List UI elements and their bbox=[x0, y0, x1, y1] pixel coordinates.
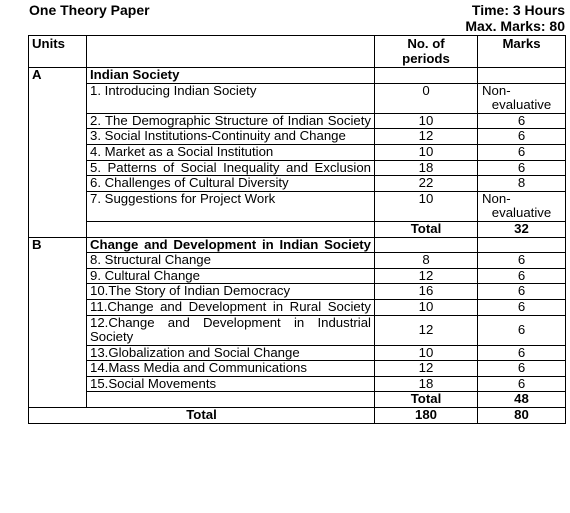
marks-cell: 6 bbox=[478, 299, 566, 315]
unit-b-total-label: Total bbox=[375, 392, 478, 408]
grand-total-row bbox=[29, 408, 566, 424]
marks-cell: 6 bbox=[478, 253, 566, 269]
marks-cell: 6 bbox=[478, 160, 566, 176]
topic-cell: 9. Cultural Change bbox=[87, 268, 375, 284]
topic-cell: 5. Patterns of Social Inequality and Exclusion bbox=[87, 160, 375, 176]
unit-a-title-row bbox=[29, 68, 566, 84]
table-row bbox=[29, 345, 566, 361]
unit-a-total-marks: 32 bbox=[478, 221, 566, 237]
topic-cell: 14.Mass Media and Communications bbox=[87, 361, 375, 377]
topic-header bbox=[87, 36, 375, 68]
marks-cell: 6 bbox=[478, 376, 566, 392]
table-row bbox=[29, 144, 566, 160]
max-marks-label: Max. Marks: 80 bbox=[465, 18, 565, 34]
periods-header: No. of periods bbox=[375, 36, 478, 68]
grand-total-periods: 180 bbox=[375, 408, 478, 424]
table-row bbox=[29, 315, 566, 345]
unit-a-total-label: Total bbox=[375, 221, 478, 237]
marks-cell: 6 bbox=[478, 315, 566, 345]
topic-cell: 12.Change and Development in Industrial Society bbox=[87, 315, 375, 345]
topic-cell: 1. Introducing Indian Society bbox=[87, 83, 375, 113]
periods-cell: 10 bbox=[375, 299, 478, 315]
table-row bbox=[29, 284, 566, 300]
topic-cell: 7. Suggestions for Project Work bbox=[87, 191, 375, 221]
table-row bbox=[29, 268, 566, 284]
periods-cell: 22 bbox=[375, 176, 478, 192]
unit-b-title-row bbox=[29, 237, 566, 253]
table-row bbox=[29, 83, 566, 113]
table-row bbox=[29, 253, 566, 269]
grand-total-marks: 80 bbox=[478, 408, 566, 424]
marks-cell: 6 bbox=[478, 144, 566, 160]
periods-cell: 10 bbox=[375, 144, 478, 160]
table-row bbox=[29, 376, 566, 392]
unit-b-title: Change and Development in Indian Society bbox=[87, 237, 375, 253]
periods-cell: 12 bbox=[375, 315, 478, 345]
marks-cell: 6 bbox=[478, 113, 566, 129]
marks-cell: Non- evaluative bbox=[478, 191, 566, 221]
paper-title: One Theory Paper bbox=[29, 2, 150, 18]
unit-b-total-marks: 48 bbox=[478, 392, 566, 408]
periods-cell: 16 bbox=[375, 284, 478, 300]
marks-cell: 6 bbox=[478, 345, 566, 361]
topic-cell: 6. Challenges of Cultural Diversity bbox=[87, 176, 375, 192]
units-header: Units bbox=[29, 36, 87, 68]
topic-cell: 2. The Demographic Structure of Indian Society bbox=[87, 113, 375, 129]
periods-cell: 12 bbox=[375, 268, 478, 284]
periods-cell: 18 bbox=[375, 160, 478, 176]
topic-cell: 11.Change and Development in Rural Society bbox=[87, 299, 375, 315]
unit-a-code: A bbox=[29, 68, 87, 84]
marks-header: Marks bbox=[478, 36, 566, 68]
table-row bbox=[29, 191, 566, 221]
marks-cell: 6 bbox=[478, 129, 566, 145]
unit-a-total-row bbox=[29, 221, 566, 237]
grand-total-label: Total bbox=[29, 408, 375, 424]
periods-cell: 10 bbox=[375, 191, 478, 221]
marks-cell: 6 bbox=[478, 284, 566, 300]
topic-cell: 13.Globalization and Social Change bbox=[87, 345, 375, 361]
periods-cell: 18 bbox=[375, 376, 478, 392]
topic-cell: 3. Social Institutions-Continuity and Change bbox=[87, 129, 375, 145]
periods-cell: 10 bbox=[375, 113, 478, 129]
topic-cell: 8. Structural Change bbox=[87, 253, 375, 269]
periods-cell: 8 bbox=[375, 253, 478, 269]
marks-cell: Non- evaluative bbox=[478, 83, 566, 113]
topic-cell: 10.The Story of Indian Democracy bbox=[87, 284, 375, 300]
periods-cell: 12 bbox=[375, 361, 478, 377]
marks-cell: 6 bbox=[478, 361, 566, 377]
unit-b-total-row bbox=[29, 392, 566, 408]
time-label: Time: 3 Hours bbox=[471, 2, 565, 18]
marks-cell: 8 bbox=[478, 176, 566, 192]
marks-cell: 6 bbox=[478, 268, 566, 284]
syllabus-table bbox=[28, 35, 566, 424]
topic-cell: 4. Market as a Social Institution bbox=[87, 144, 375, 160]
periods-cell: 10 bbox=[375, 345, 478, 361]
unit-b-code: B bbox=[29, 237, 87, 253]
table-header-row bbox=[29, 36, 566, 68]
table-row bbox=[29, 160, 566, 176]
periods-cell: 12 bbox=[375, 129, 478, 145]
unit-a-title: Indian Society bbox=[87, 68, 375, 84]
table-row bbox=[29, 299, 566, 315]
topic-cell: 15.Social Movements bbox=[87, 376, 375, 392]
table-row bbox=[29, 176, 566, 192]
table-row bbox=[29, 361, 566, 377]
table-row bbox=[29, 129, 566, 145]
periods-cell: 0 bbox=[375, 83, 478, 113]
table-row bbox=[29, 113, 566, 129]
